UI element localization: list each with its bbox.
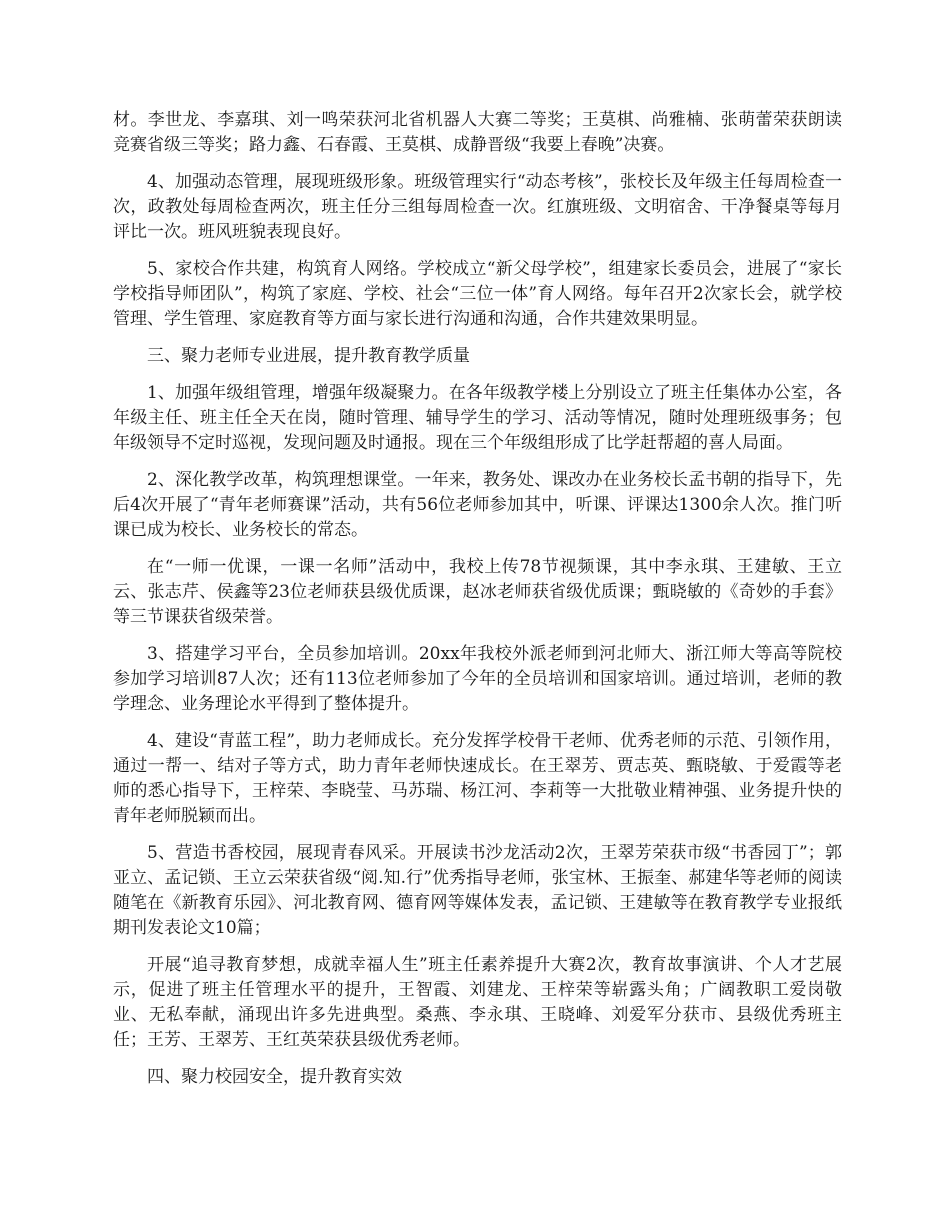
paragraph-awards-continued: 材。李世龙、李嘉琪、刘一鸣荣获河北省机器人大赛二等奖；王莫棋、尚雅楠、张萌蕾荣获朗读竞赛省级三等奖；路力鑫、石春霞、王莫棋、成静晋级“我要上春晚”决赛。 [113, 110, 842, 155]
paragraph-scholarly-campus: 5、营造书香校园，展现青春风采。开展读书沙龙活动2次，王翠芳荣获市级“书香园丁”；郭亚立、孟记锁、王立云荣获省级“阅.知.行”优秀指导老师，张宝林、王振奎、郝建华等老师的阅读随笔在《新教育乐园》、河北教育网、德育网等媒体发表，孟记锁、王建敏等在教育教学专业报纸期刊发表论文10篇； [113, 843, 842, 938]
section-heading-campus-safety: 四、聚力校园安全，提升教育实效 [147, 1067, 402, 1087]
paragraph-grade-group-management: 1、加强年级组管理，增强年级凝聚力。在各年级教学楼上分别设立了班主任集体办公室，各年级主任、班主任全天在岗，随时管理、辅导学生的学习、活动等情况，随时处理班级事务；包年级领导不定时巡视，发现问题及时通报。现在三个年级组形成了比学赶帮超的喜人局面。 [113, 383, 842, 453]
paragraph-training-platform: 3、搭建学习平台，全员参加培训。20xx年我校外派老师到河北师大、浙江师大等高等院校参加学习培训87人次；还有113位老师参加了今年的全员培训和国家培训。通过培训，老师的教学理念、业务理论水平得到了整体提升。 [113, 644, 842, 714]
section-heading-teacher-development: 三、聚力老师专业进展，提升教育教学质量 [147, 346, 470, 366]
paragraph-qinglan-project: 4、建设“青蓝工程”，助力老师成长。充分发挥学校骨干老师、优秀老师的示范、引领作用，通过一帮一、结对子等方式，助力青年老师快速成长。在王翠芳、贾志英、甄晓敏、于爱霞等老师的悉心指导下，王梓荣、李晓莹、马苏瑞、杨江河、李莉等一大批敬业精神强、业务提升快的青年老师脱颖而出。 [113, 731, 842, 826]
paragraph-head-teacher-contest: 开展“追寻教育梦想，成就幸福人生”班主任素养提升大赛2次，教育故事演讲、个人才艺展示，促进了班主任管理水平的提升，王智霞、刘建龙、王梓荣等崭露头角；广阔教职工爱岗敬业、无私奉献，涌现出许多先进典型。桑燕、李永琪、王晓峰、刘爱军分获市、县级优秀班主任；王芳、王翠芳、王红英荣获县级优秀老师。 [113, 955, 842, 1050]
paragraph-teaching-reform: 2、深化教学改革，构筑理想课堂。一年来，教务处、课改办在业务校长孟书朝的指导下，先后4次开展了“青年老师赛课”活动，共有56位老师参加其中，听课、评课达1300余人次。推门听课已成为校长、业务校长的常态。 [113, 470, 842, 540]
paragraph-home-school-cooperation: 5、家校合作共建，构筑育人网络。学校成立“新父母学校”，组建家长委员会，进展了“家长学校指导师团队”，构筑了家庭、学校、社会“三位一体”育人网络。每年召开2次家长会，就学校管理、学生管理、家庭教育等方面与家长进行沟通和沟通，合作共建效果明显。 [113, 259, 842, 329]
paragraph-dynamic-management: 4、加强动态管理，展现班级形象。班级管理实行“动态考核”，张校长及年级主任每周检查一次，政教处每周检查两次，班主任分三组每周检查一次。红旗班级、文明宿舍、干净餐桌等每月评比一次。班风班貌表现良好。 [113, 172, 842, 242]
paragraph-quality-lessons: 在“一师一优课，一课一名师”活动中，我校上传78节视频课，其中李永琪、王建敏、王立云、张志芹、侯鑫等23位老师获县级优质课，赵冰老师获省级优质课；甄晓敏的《奇妙的手套》等三节课获省级荣誉。 [113, 557, 842, 627]
